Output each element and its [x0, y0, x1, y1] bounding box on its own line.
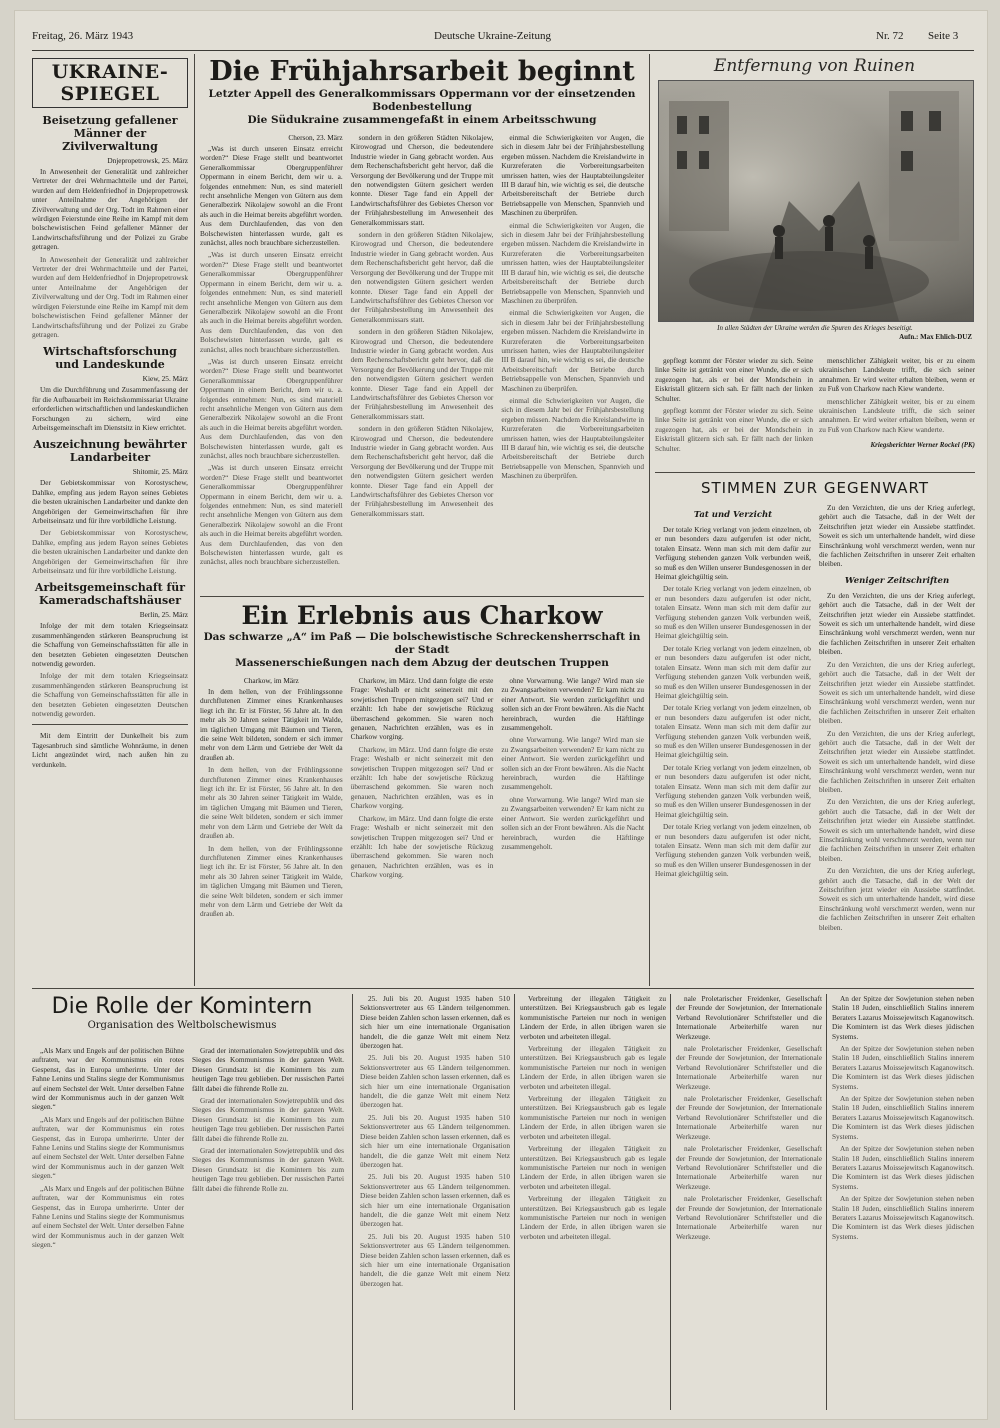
- article-text: Der totale Krieg verlangt von jedem einzelnen, ob er nun besonders dazu aufgerufen ist oder nicht, totalen Einsatz. Wenn man sich mit dem dafür zur Verfügung stehenden ganzen Volk verbunden weiß, so muß es den Willen unserer Bundesgenossen in der Heimat gleichgültig sein.: [655, 525, 811, 582]
- article-text: Der totale Krieg verlangt von jedem einzelnen, ob er nun besonders dazu aufgerufen ist oder nicht, totalen Einsatz. Wenn man sich mit dem dafür zur Verfügung stehenden ganzen Volk verbunden weiß, so muß es den Willen unserer Bundesgenossen in der Heimat gleichgültig sein.: [655, 643, 811, 700]
- article-text: Verbreitung der illegalen Tätigkeit zu unterstützen. Bei Kriegsausbruch gab es legale kommunistische Parteien nur noch in wenigen Ländern der Erde, in allen übrigen waren sie verboten und arbeiteten illegal.: [520, 1194, 666, 1241]
- article-text: sondern in den größeren Städten Nikolajew, Kirowograd und Cherson, die bedeutendere Industrie wieder in Gang gebracht worden. Aus dem Rechenschaftsbericht geht hervor, daß die Versorgung der Bevölkerung und der Truppe mit den notwendigsten Gütern gesichert werden konnte. Dieser Tage fand ein Appell der Landwirtschaftsführer des Gebietes Cherson vor der Frühjahrsbestellung im Anwesenheit des Generalkommissars statt.: [350, 133, 494, 227]
- article-text: Verbreitung der illegalen Tätigkeit zu unterstützen. Bei Kriegsausbruch gab es legale kommunistische Parteien nur noch in wenigen Ländern der Erde, in allen übrigen waren sie verboten und arbeiteten illegal.: [520, 1144, 666, 1191]
- section-divider: [32, 988, 974, 989]
- article-text: nale Proletarischer Freidenker, Gesellschaft der Freunde der Sowjetunion, der Internationale Verband Revolutionärer Schriftsteller und die Internationale Arbeiterhilfe waren nur Werkzeuge.: [676, 1094, 822, 1141]
- news-text: Infolge der mit dem totalen Kriegseinsatz zusammenhängenden stärkeren Beanspruchung ist die Schaffung von Gemeinschaftsstätten für alle in den besetzten Gebieten eingesetzten Deutschen notwendig geworden.: [32, 671, 188, 719]
- article-text: ohne Vorwarnung. Wie lange? Wird man sie zu Zwangsarbeiten verwenden? Er kam nicht zu einer Antwort. Sie werden zurückgeführt und sollen sich an der Front bewähren. Als die Nacht hereinbrach, wurden die Häftlinge zusammengeholt.: [501, 794, 644, 851]
- continuation-right: [819, 356, 975, 468]
- ruins-photo: [658, 80, 974, 322]
- article-text: nale Proletarischer Freidenker, Gesellschaft der Freunde der Sowjetunion, der Internationale Verband Revolutionärer Schriftsteller und die Internationale Arbeiterhilfe waren nur Werkzeuge.: [676, 1144, 822, 1191]
- article-column: [351, 133, 494, 570]
- article-text: sondern in den größeren Städten Nikolajew, Kirowograd und Cherson, die bedeutendere Industrie wieder in Gang gebracht worden. Aus dem Rechenschaftsbericht geht hervor, daß die Versorgung der Bevölkerung und der Truppe mit den notwendigsten Gütern gesichert werden konnte. Dieser Tage fand ein Appell der Landwirtschaftsführer des Gebietes Cherson vor der Frühjahrsbestellung im Anwesenheit des Generalkommissars statt.: [350, 424, 494, 518]
- article-text: Der totale Krieg verlangt von jedem einzelnen, ob er nun besonders dazu aufgerufen ist oder nicht, totalen Einsatz. Wenn man sich mit dem dafür zur Verfügung stehenden ganzen Volk verbunden weiß, so muß es den Willen unserer Bundesgenossen in der Heimat gleichgültig sein.: [655, 762, 811, 819]
- article-text: gepflegt kommt der Förster wieder zu sich. Seine linke Seite ist getränkt von einer Wunde, die er sich zugezogen hat, als er bei der Mondschein in Eiskristall glitzern sich sah. Er fällt nach der linken Schulter.: [655, 356, 813, 403]
- article-text: sondern in den größeren Städten Nikolajew, Kirowograd und Cherson, die bedeutendere Industrie wieder in Gang gebracht worden. Aus dem Rechenschaftsbericht geht hervor, daß die Versorgung der Bevölkerung und der Truppe mit den notwendigsten Gütern gesichert werden konnte. Dieser Tage fand ein Appell der Landwirtschaftsführer des Gebietes Cherson vor der Frühjahrsbestellung im Anwesenheit des Generalkommissars statt.: [350, 327, 494, 421]
- author-credit: Kriegsberichter Werner Rockel (PK): [870, 441, 975, 450]
- dateline: Charkow, im März: [243, 676, 299, 685]
- stimmen-section: [655, 472, 975, 984]
- article-text: Zu den Verzichten, die uns der Krieg auferlegt, gehört auch die Tatsache, daß in der Welt der Zeitschriften jetzt wieder ein Aussiebe stattfindet. Soweit es sich um unterhaltende handelt, wird diese Einschränkung wohl verschmerzt werden, wenn nur die fachlichen Zeitschriften in unserer Zeit erhalten bleiben.: [819, 590, 975, 657]
- article-text: einmal die Schwierigkeiten vor Augen, die sich in diesem Jahr bei der Frühjahrsbestellung ergeben müssen. Nachdem die Kreislandwirte in Kurzreferaten die Vorbereitungsarbeiten umrissen hatten, wies der Hauptabteilungsleiter III B darauf hin, wie wichtig es sei, die deutsche Arbeitsbereitschaft der Betriebe durch Betriebsappelle von Menschen, Spannvieh und Maschinen zu überprüfen.: [501, 133, 644, 218]
- item-divider: [32, 724, 188, 725]
- stimmen-subhead: Weniger Zeitschriften: [844, 575, 950, 586]
- komintern-column: [832, 994, 974, 1244]
- article-text: „Als Marx und Engels auf der politischen Bühne auftraten, war der Kommunismus ein rotes Gespenst, das in Europa umherirrte. Unter der Fahne Lenins und Stalins siegte der Kommunismus auf einem Sechstel der Welt. Unter derselben Fahne wird der Kommunismus auch in der ganzen Welt siegen.“: [32, 1183, 184, 1250]
- article-text: „Was ist durch unseren Einsatz erreicht worden?“ Diese Frage stellt und beantwortet Generalkommissar Obergruppenführer Oppermann in einem Bericht, dem wir u. a. folgendes entnehmen: Nun, es sind materiell recht ansehnliche Mengen von Gütern aus dem Generalbezirk Nikolajew sowohl an die Front als auch in die Heimat bereits abgeführt worden. Aus dem Durchlaufenden, das von den Bolschewisten hinterlassen wurde, galt es zunächst, alles noch brauchbare sicherzustellen.: [200, 144, 343, 248]
- komintern-headline: Die Rolle der Komintern: [51, 994, 313, 1019]
- article-text: gepflegt kommt der Förster wieder zu sich. Seine linke Seite ist getränkt von einer Wunde, die er sich zugezogen hat, als er bei der Mondschein in Eiskristall glitzern sich sah. Er fällt nach der linken Schulter.: [655, 406, 813, 453]
- column-divider: [194, 54, 195, 986]
- dateline: Berlin, 25. März: [139, 610, 188, 620]
- article-text: Charkow, im März. Und dann folgte die erste Frage: Weshalb er nicht seinerzeit mit den sowjetischen Truppen mitgezogen sei? Und er erzählt: Ich habe der sowjetische Rückzug überraschend gekommen. Sie waren noch genauen, Nachrichten erzählen, was es in Charkow vorging.: [350, 676, 494, 742]
- article-text: „Als Marx und Engels auf der politischen Bühne auftraten, war der Kommunismus ein rotes Gespenst, das in Europa umherirrte. Unter der Fahne Lenins und Stalins siegte der Kommunismus auf einem Sechstel der Welt. Unter derselben Fahne wird der Kommunismus auch in der ganzen Welt siegen.“: [32, 1046, 184, 1112]
- article-text: Verbreitung der illegalen Tätigkeit zu unterstützen. Bei Kriegsausbruch gab es legale kommunistische Parteien nur noch in wenigen Ländern der Erde, in allen übrigen waren sie verboten und arbeiteten illegal.: [520, 1044, 666, 1091]
- article-text: 25. Juli bis 20. August 1935 haben 510 Sektionsvertreter aus 65 Ländern teilgenommen. Diese beiden Zahlen schon lassen erkennen, daß es sich hier um eine internationale Organisation handelt, die die ganze Welt mit einem Netz überzogen hat.: [360, 1231, 510, 1288]
- komintern-column: [192, 1046, 344, 1196]
- photo-credit: Aufn.: Max Ehlich-DUZ: [899, 333, 972, 341]
- article-text: nale Proletarischer Freidenker, Gesellschaft der Freunde der Sowjetunion, der Internationale Verband Revolutionärer Schriftsteller und die Internationale Arbeiterhilfe waren nur Werkzeuge.: [676, 994, 822, 1041]
- photo-caption: In allen Städten der Ukraine werden die Spuren des Krieges beseitigt.: [717, 324, 913, 332]
- article-text: einmal die Schwierigkeiten vor Augen, die sich in diesem Jahr bei der Frühjahrsbestellung ergeben müssen. Nachdem die Kreislandwirte in Kurzreferaten die Vorbereitungsarbeiten umrissen hatten, wies der Hauptabteilungsleiter III B darauf hin, wie wichtig es sei, die deutsche Arbeitsbereitschaft der Betriebe durch Betriebsappelle von Menschen, Spannvieh und Maschinen zu überprüfen.: [501, 220, 644, 305]
- dateline: Dnjepropetrowsk, 25. März: [107, 156, 188, 165]
- article-text: An der Spitze der Sowjetunion stehen neben Stalin 18 Juden, einschließlich Stalins innerem Beraters Lazarus Moissejewitsch Kaganowitsch. Die Komintern ist das Werk dieses jüdischen Systems.: [832, 994, 974, 1041]
- news-text: Der Gebietskommissar von Korostyschew, Dahlke, empfing aus jedem Rayon seines Gebietes die besten ukrainischen Landarbeiter und dankte den Angehörigen der Gemeinwirtschaften für ihre Arbeitseinsatz und für ihre vorbildliche Leistung.: [32, 528, 188, 575]
- article-text: 25. Juli bis 20. August 1935 haben 510 Sektionsvertreter aus 65 Ländern teilgenommen. Diese beiden Zahlen schon lassen erkennen, daß es sich hier um eine internationale Organisation handelt, die die ganze Welt mit einem Netz überzogen hat.: [360, 994, 510, 1051]
- komintern-header: [32, 994, 332, 1032]
- ukraine-spiegel-title: UKRAINE-SPIEGEL: [32, 58, 188, 108]
- article-text: In dem hellen, von der Frühlingssonne durchflutenen Zimmer eines Krankenhauses liegt ich ihr. Er ist Förster, 56 Jahre alt. In den mehr als 30 Jahren seiner Tätigkeit im Walde, im täglichen Umgang mit Bäumen und Tieren, die seine Welt bildeten, sondern er sich immer mehr von dem Lärm und Getriebe der Welt da draußen ab.: [200, 765, 343, 841]
- article-text: Der totale Krieg verlangt von jedem einzelnen, ob er nun besonders dazu aufgerufen ist oder nicht, totalen Einsatz. Wenn man sich mit dem dafür zur Verfügung stehenden ganzen Volk verbunden weiß, so muß es den Willen unserer Bundesgenossen in der Heimat gleichgültig sein.: [655, 584, 811, 641]
- komintern-article: [32, 994, 974, 1414]
- article-text: Verbreitung der illegalen Tätigkeit zu unterstützen. Bei Kriegsausbruch gab es legale kommunistische Parteien nur noch in wenigen Ländern der Erde, in allen übrigen waren sie verboten und arbeiteten illegal.: [520, 1094, 666, 1141]
- article-text: nale Proletarischer Freidenker, Gesellschaft der Freunde der Sowjetunion, der Internationale Verband Revolutionärer Schriftsteller und die Internationale Arbeiterhilfe waren nur Werkzeuge.: [676, 1044, 822, 1091]
- column-divider: [826, 994, 827, 1410]
- column-divider: [649, 54, 650, 986]
- komintern-column: [520, 994, 666, 1244]
- article-column: [501, 133, 644, 570]
- komintern-column: [32, 1046, 184, 1253]
- article-text: An der Spitze der Sowjetunion stehen neben Stalin 18 Juden, einschließlich Stalins innerem Beraters Lazarus Moissejewitsch Kaganowitsch. Die Komintern ist das Werk dieses jüdischen Systems.: [832, 1094, 974, 1141]
- blackout-notice: Mit dem Eintritt der Dunkelheit bis zum Tagesanbruch sind sämtliche Wohnräume, in denen Licht angezündet wird, nach außen hin zu verdunkeln.: [32, 731, 188, 769]
- article-text: ohne Vorwarnung. Wie lange? Wird man sie zu Zwangsarbeiten verwenden? Er kam nicht zu einer Antwort. Sie werden zurückgeführt und sollen sich an der Front bewähren. Als die Nacht hereinbrach, wurden die Häftlinge zusammengeholt.: [501, 735, 644, 792]
- lead-subhead: Letzter Appell des Generalkommissars Oppermann vor der einsetzenden Bodenbestellung: [208, 88, 636, 113]
- article-column: [200, 133, 343, 570]
- komintern-column: [676, 994, 822, 1244]
- news-headline: Auszeichnung bewährter Landarbeiter: [33, 438, 187, 465]
- article-text: nale Proletarischer Freidenker, Gesellschaft der Freunde der Sowjetunion, der Internationale Verband Revolutionärer Schriftsteller und die Internationale Arbeiterhilfe waren nur Werkzeuge.: [676, 1194, 822, 1241]
- article-text: „Was ist durch unseren Einsatz erreicht worden?“ Diese Frage stellt und beantwortet Generalkommissar Obergruppenführer Oppermann in einem Bericht, dem wir u. a. folgendes entnehmen: Nun, es sind materiell recht ansehnliche Mengen von Gütern aus dem Generalbezirk Nikolajew sowohl an die Front als auch in die Heimat bereits abgeführt worden. Aus dem Durchlaufenden, das von den Bolschewisten hinterlassen wurde, galt es zunächst, alles noch brauchbare sicherzustellen.: [200, 463, 343, 567]
- article-text: einmal die Schwierigkeiten vor Augen, die sich in diesem Jahr bei der Frühjahrsbestellung ergeben müssen. Nachdem die Kreislandwirte in Kurzreferaten die Vorbereitungsarbeiten umrissen hatten, wies der Hauptabteilungsleiter III B darauf hin, wie wichtig es sei, die deutsche Arbeitsbereitschaft der Betriebe durch Betriebsappelle von Menschen, Spannvieh und Maschinen zu überprüfen.: [501, 395, 644, 481]
- charkow-article: [200, 596, 644, 984]
- article-column: [200, 676, 343, 922]
- article-text: An der Spitze der Sowjetunion stehen neben Stalin 18 Juden, einschließlich Stalins innerem Beraters Lazarus Moissejewitsch Kaganowitsch. Die Komintern ist das Werk dieses jüdischen Systems.: [832, 1044, 974, 1091]
- stimmen-subhead: Tat und Verzicht: [693, 510, 773, 520]
- news-text: In Anwesenheit der Generalität und zahlreicher Vertreter der drei Wehrmachtteile und der Partei, wurden auf dem Heldenfriedhof in Dnjepropetrowsk unter Anteilnahme der Angehörigen der Zivilverwaltung und der Org. Todt im Rahmen einer würdigen Feierstunde eine Reihe im Kampf mit dem bolschewistischen Feind gefallener Männer der Landwirtschaftsführung und der Polizei zu Grabe getragen.: [32, 167, 188, 252]
- article-column: [501, 676, 644, 922]
- newspaper-page: [14, 10, 988, 1420]
- issue-date: Freitag, 26. März 1943: [32, 30, 134, 42]
- article-text: sondern in den größeren Städten Nikolajew, Kirowograd und Cherson, die bedeutendere Industrie wieder in Gang gebracht worden. Aus dem Rechenschaftsbericht geht hervor, daß die Versorgung der Bevölkerung und der Truppe mit den notwendigsten Gütern gesichert werden konnte. Dieser Tage fand ein Appell der Landwirtschaftsführer des Gebietes Cherson vor der Frühjahrsbestellung im Anwesenheit des Generalkommissars statt.: [350, 230, 494, 324]
- article-text: „Als Marx und Engels auf der politischen Bühne auftraten, war der Kommunismus ein rotes Gespenst, das in Europa umherirrte. Unter der Fahne Lenins und Stalins siegte der Kommunismus auf einem Sechstel der Welt. Unter derselben Fahne wird der Kommunismus auch in der ganzen Welt siegen.“: [32, 1114, 184, 1181]
- article-text: 25. Juli bis 20. August 1935 haben 510 Sektionsvertreter aus 65 Ländern teilgenommen. Diese beiden Zahlen schon lassen erkennen, daß es sich hier um eine internationale Organisation handelt, die die ganze Welt mit einem Netz überzogen hat.: [360, 1053, 510, 1110]
- article-text: Zu den Verzichten, die uns der Krieg auferlegt, gehört auch die Tatsache, daß in der Welt der Zeitschriften jetzt wieder ein Aussiebe stattfindet. Soweit es sich um unterhaltende handelt, wird diese Einschränkung wohl verschmerzt werden, wenn nur die fachlichen Zeitschriften in unserer Zeit erhalten bleiben.: [819, 659, 975, 726]
- article-text: An der Spitze der Sowjetunion stehen neben Stalin 18 Juden, einschließlich Stalins innerem Beraters Lazarus Moissejewitsch Kaganowitsch. Die Komintern ist das Werk dieses jüdischen Systems.: [832, 1194, 974, 1241]
- article-text: menschlicher Zähigkeit weiter, bis er zu einem ukrainischen Landsleute trifft, die sich seiner annahmen. Er wird weiter erhalten bleiben, wenn er zu Fuß von Charkow nach Kiew wanderte.: [819, 356, 975, 394]
- article-text: In dem hellen, von der Frühlingssonne durchflutenen Zimmer eines Krankenhauses liegt ich ihr. Er ist Förster, 56 Jahre alt. In den mehr als 30 Jahren seiner Tätigkeit im Walde, im täglichen Umgang mit Bäumen und Tieren, die seine Welt bildeten, sondern er sich immer mehr von dem Lärm und Getriebe der Welt da draußen ab.: [200, 843, 343, 919]
- article-text: Der totale Krieg verlangt von jedem einzelnen, ob er nun besonders dazu aufgerufen ist oder nicht, totalen Einsatz. Wenn man sich mit dem dafür zur Verfügung stehenden ganzen Volk verbunden weiß, so muß es den Willen unserer Bundesgenossen in der Heimat gleichgültig sein.: [655, 703, 811, 760]
- article-text: 25. Juli bis 20. August 1935 haben 510 Sektionsvertreter aus 65 Ländern teilgenommen. Diese beiden Zahlen schon lassen erkennen, daß es sich hier um eine internationale Organisation handelt, die die ganze Welt mit einem Netz überzogen hat.: [360, 1112, 510, 1169]
- article-text: einmal die Schwierigkeiten vor Augen, die sich in diesem Jahr bei der Frühjahrsbestellung ergeben müssen. Nachdem die Kreislandwirte in Kurzreferaten die Vorbereitungsarbeiten umrissen hatten, wies der Hauptabteilungsleiter III B darauf hin, wie wichtig es sei, die deutsche Arbeitsbereitschaft der Betriebe durch Betriebsappelle von Menschen, Spannvieh und Maschinen zu überprüfen.: [501, 308, 644, 393]
- photo-title: Entfernung von Ruinen: [713, 56, 916, 76]
- stimmen-headline: STIMMEN ZUR GEGENWART: [700, 479, 930, 497]
- charkow-headline: Ein Erlebnis aus Charkow: [241, 601, 603, 630]
- column-divider: [514, 994, 515, 1410]
- charkow-subhead: Das schwarze „A“ im Paß — Die bolschewistische Schreckensherrschaft in der Stadt: [203, 631, 641, 656]
- continuation-left: [655, 356, 813, 468]
- article-text: In dem hellen, von der Frühlingssonne durchflutenen Zimmer eines Krankenhauses liegt ich ihr. Er ist Förster, 56 Jahre alt. In den mehr als 30 Jahren seiner Tätigkeit im Walde, im täglichen Umgang mit Bäumen und Tieren, die seine Welt bildeten, sondern er sich immer mehr von dem Lärm und Getriebe der Welt da draußen ab.: [200, 687, 343, 762]
- news-text: Um die Durchführung und Zusammenfassung der für die Aufbauarbeit im Reichskommissariat Ukraine erforderlichen wirtschaftlichen und landeskundlichen Forschungen zu sichern, wird eine Arbeitsgemeinschaft im Dienstsitz in Kiew errichtet.: [32, 385, 188, 432]
- article-text: An der Spitze der Sowjetunion stehen neben Stalin 18 Juden, einschließlich Stalins innerem Beraters Lazarus Moissejewitsch Kaganowitsch. Die Komintern ist das Werk dieses jüdischen Systems.: [832, 1144, 974, 1191]
- article-divider: [200, 596, 644, 597]
- article-text: Charkow, im März. Und dann folgte die erste Frage: Weshalb er nicht seinerzeit mit den sowjetischen Truppen mitgezogen sei? Und er erzählt: Ich habe der sowjetische Rückzug überraschend gekommen. Sie waren noch genauen, Nachrichten erzählen, was es in Charkow vorging.: [350, 813, 494, 880]
- header-rule: [32, 50, 974, 51]
- article-text: Zu den Verzichten, die uns der Krieg auferlegt, gehört auch die Tatsache, daß in der Welt der Zeitschriften jetzt wieder ein Aussiebe stattfindet. Soweit es sich um unterhaltende handelt, wird diese Einschränkung wohl verschmerzt werden, wenn nur die fachlichen Zeitschriften in unserer Zeit erhalten bleiben.: [819, 797, 975, 863]
- newspaper-title: Deutsche Ukraine-Zeitung: [434, 30, 551, 42]
- stimmen-right: [819, 503, 975, 935]
- dateline: Kiew, 25. März: [142, 374, 188, 384]
- news-text: Der Gebietskommissar von Korostyschew, Dahlke, empfing aus jedem Rayon seines Gebietes die besten ukrainischen Landarbeiter und dankte den Angehörigen der Gemeinwirtschaften für ihre Arbeitseinsatz und für ihre vorbildliche Leistung.: [32, 478, 188, 525]
- article-text: Zu den Verzichten, die uns der Krieg auferlegt, gehört auch die Tatsache, daß in der Welt der Zeitschriften jetzt wieder ein Aussiebe stattfindet. Soweit es sich um unterhaltende handelt, wird diese Einschränkung wohl verschmerzt werden, wenn nur die fachlichen Zeitschriften in unserer Zeit erhalten bleiben.: [819, 728, 975, 794]
- news-text: In Anwesenheit der Generalität und zahlreicher Vertreter der drei Wehrmachtteile und der Partei, wurden auf dem Heldenfriedhof in Dnjepropetrowsk unter Anteilnahme der Angehörigen der Zivilverwaltung und der Org. Todt im Rahmen einer würdigen Feierstunde eine Reihe im Kampf mit dem bolschewistischen Feind gefallener Männer der Landwirtschaftsführung und der Polizei zu Grabe getragen.: [32, 254, 188, 339]
- stimmen-left: [655, 503, 811, 935]
- charkow-subhead: Massenerschießungen nach dem Abzug der deutschen Truppen: [235, 657, 609, 669]
- column-divider: [670, 994, 671, 1410]
- lead-headline: Die Frühjahrsarbeit beginnt: [209, 56, 635, 87]
- lead-article: [200, 56, 644, 616]
- article-text: Zu den Verzichten, die uns der Krieg auferlegt, gehört auch die Tatsache, daß in der Welt der Zeitschriften jetzt wieder ein Aussiebe stattfindet. Soweit es sich um unterhaltende handelt, wird diese Einschränkung wohl verschmerzt werden, wenn nur die fachlichen Zeitschriften in unserer Zeit erhalten bleiben.: [819, 503, 975, 569]
- article-text: Grad der internationalen Sowjetrepublik und des Sieges des Kommunismus in der ganzen Welt. Diesen Grundsatz ist die Komintern bis zum heutigen Tage treu geblieben. Der russischen Partei fällt dabei die führende Rolle zu.: [192, 1096, 344, 1143]
- news-text: Infolge der mit dem totalen Kriegseinsatz zusammenhängenden stärkeren Beanspruchung ist die Schaffung von Gemeinschaftsstätten für alle in den besetzten Gebieten eingesetzten Deutschen notwendig geworden.: [32, 621, 188, 669]
- article-text: Verbreitung der illegalen Tätigkeit zu unterstützen. Bei Kriegsausbruch gab es legale kommunistische Parteien nur noch in wenigen Ländern der Erde, in allen übrigen waren sie verboten und arbeiteten illegal.: [520, 994, 666, 1041]
- news-headline: Beisetzung gefallener Männer der Zivilverwaltung: [42, 114, 178, 153]
- article-text: Zu den Verzichten, die uns der Krieg auferlegt, gehört auch die Tatsache, daß in der Welt der Zeitschriften jetzt wieder ein Aussiebe stattfindet. Soweit es sich um unterhaltende handelt, wird diese Einschränkung wohl verschmerzt werden, wenn nur die fachlichen Zeitschriften in unserer Zeit erhalten bleiben.: [819, 866, 975, 932]
- article-text: ohne Vorwarnung. Wie lange? Wird man sie zu Zwangsarbeiten verwenden? Er kam nicht zu einer Antwort. Sie werden zurückgeführt und sollen sich an der Front bewähren. Als die Nacht hereinbrach, wurden die Häftlinge zusammengeholt.: [501, 676, 644, 733]
- photo-caption-block: [658, 324, 972, 354]
- komintern-column: [360, 994, 510, 1291]
- news-headline: Wirtschaftsforschung und Landeskunde: [43, 345, 177, 372]
- article-text: „Was ist durch unseren Einsatz erreicht worden?“ Diese Frage stellt und beantwortet Generalkommissar Obergruppenführer Oppermann in einem Bericht, dem wir u. a. folgendes entnehmen: Nun, es sind materiell recht ansehnliche Mengen von Gütern aus dem Generalbezirk Nikolajew sowohl an die Front als auch in die Heimat bereits abgeführt worden. Aus dem Durchlaufenden, das von den Bolschewisten hinterlassen wurde, galt es zunächst, alles noch brauchbare sicherzustellen.: [200, 356, 343, 460]
- news-headline: Arbeitsgemeinschaft für Kameradschaftshäuser: [34, 581, 186, 608]
- article-text: menschlicher Zähigkeit weiter, bis er zu einem ukrainischen Landsleute trifft, die sich seiner annahmen. Er wird weiter erhalten bleiben, wenn er zu Fuß von Charkow nach Kiew wanderte.: [819, 396, 975, 434]
- issue-number: Nr. 72: [876, 30, 904, 42]
- article-text: „Was ist durch unseren Einsatz erreicht worden?“ Diese Frage stellt und beantwortet Generalkommissar Obergruppenführer Oppermann in einem Bericht, dem wir u. a. folgendes entnehmen: Nun, es sind materiell recht ansehnliche Mengen von Gütern aus dem Generalbezirk Nikolajew sowohl an die Front als auch in die Heimat bereits abgeführt worden. Aus dem Durchlaufenden, das von den Bolschewisten hinterlassen wurde, galt es zunächst, alles noch brauchbare sicherzustellen.: [200, 250, 343, 354]
- komintern-subhead: Organisation des Weltbolschewismus: [87, 1020, 277, 1031]
- section-rule: [655, 472, 975, 473]
- lead-subhead: Die Südukraine zusammengefaßt in einem Arbeitsschwung: [247, 114, 597, 126]
- ruins-photo-image: [659, 81, 973, 321]
- ukraine-spiegel-column: [32, 58, 188, 984]
- article-text: Grad der internationalen Sowjetrepublik und des Sieges des Kommunismus in der ganzen Welt. Diesen Grundsatz ist die Komintern bis zum heutigen Tage treu geblieben. Der russischen Partei fällt dabei die führende Rolle zu.: [192, 1146, 344, 1193]
- dateline: Cherson, 23. März: [288, 133, 343, 142]
- article-text: 25. Juli bis 20. August 1935 haben 510 Sektionsvertreter aus 65 Ländern teilgenommen. Diese beiden Zahlen schon lassen erkennen, daß es sich hier um eine internationale Organisation handelt, die die ganze Welt mit einem Netz überzogen hat.: [360, 1172, 510, 1229]
- article-column: [351, 676, 494, 922]
- article-text: Charkow, im März. Und dann folgte die erste Frage: Weshalb er nicht seinerzeit mit den sowjetischen Truppen mitgezogen sei? Und er erzählt: Ich habe der sowjetische Rückzug überraschend gekommen. Sie waren noch genauen, Nachrichten erzählen, was es in Charkow vorging.: [350, 744, 494, 811]
- page-number: Seite 3: [928, 30, 959, 42]
- dateline: Shitomir, 25. März: [132, 467, 188, 477]
- article-text: Der totale Krieg verlangt von jedem einzelnen, ob er nun besonders dazu aufgerufen ist oder nicht, totalen Einsatz. Wenn man sich mit dem dafür zur Verfügung stehenden ganzen Volk verbunden weiß, so muß es den Willen unserer Bundesgenossen in der Heimat gleichgültig sein.: [655, 822, 811, 879]
- article-text: Grad der internationalen Sowjetrepublik und des Sieges des Kommunismus in der ganzen Welt. Diesen Grundsatz ist die Komintern bis zum heutigen Tage treu geblieben. Der russischen Partei fällt dabei die führende Rolle zu.: [192, 1046, 344, 1093]
- column-divider: [352, 994, 353, 1410]
